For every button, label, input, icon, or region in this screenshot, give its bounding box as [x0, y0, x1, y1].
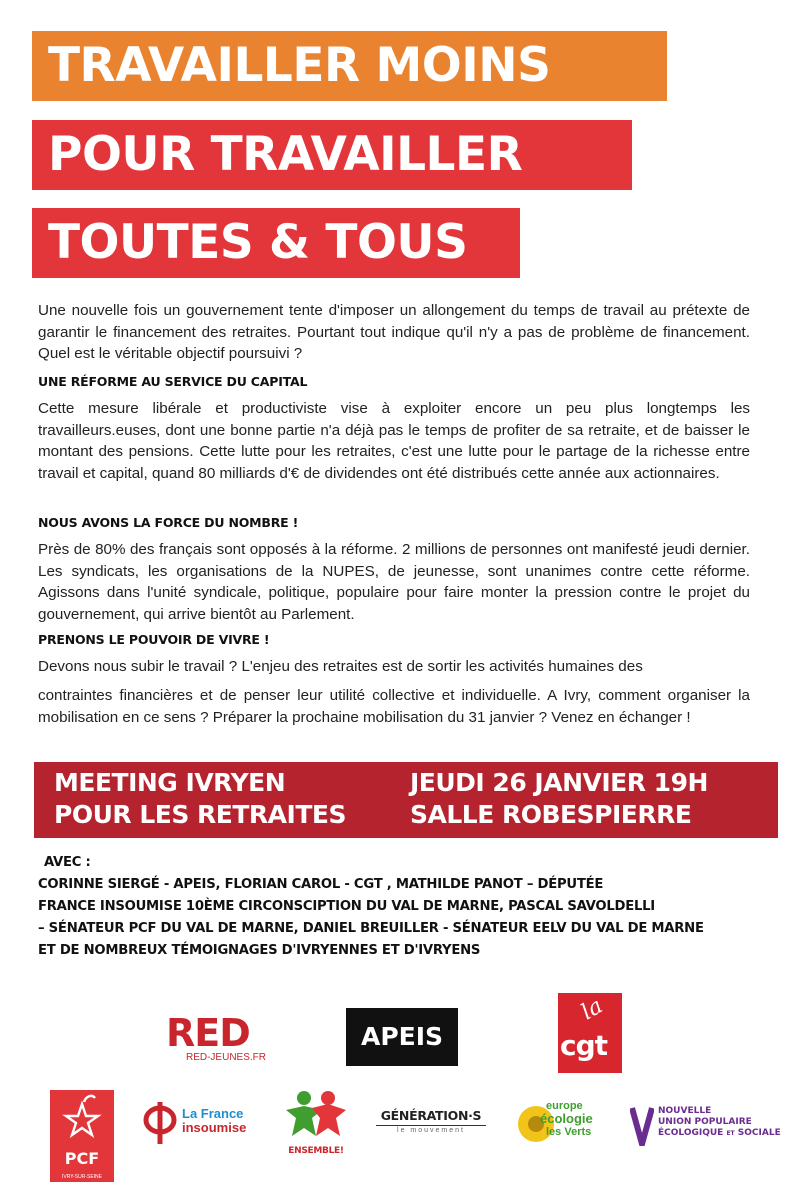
section-body-pouvoir: contraintes financières et de penser leur utilité collective et individuelle. A Ivry, comment organiser la mobilisation en ce sens ? Préparer la prochaine mobilisation du 31 janvier ? Venez en échanger ! [38, 687, 750, 726]
ensemble-logo-text: ENSEMBLE! [288, 1146, 344, 1156]
lfi-logo [140, 1098, 260, 1146]
nupes-logo [630, 1104, 780, 1148]
nupes-logo-sociale: SOCIALE [737, 1128, 781, 1138]
nupes-logo-line1: NOUVELLE [658, 1106, 712, 1116]
apeis-logo [346, 1008, 458, 1066]
pcf-logo-sub: IVRY-SUR-SEINE [61, 1174, 102, 1180]
section-body-pouvoir-line1: Devons nous subir le travail ? L'enjeu des retraites est de sortir les activités humaines des [38, 658, 643, 675]
section-body-force: Près de 80% des français sont opposés à la réforme. 2 millions de personnes ont manifesté jeudi dernier. Les syndicats, les organisations de la NUPES, de jeunesse, sont unanimes contre cette réforme. Agissons dans l'unité syndicale, politique, populaire pour faire monter la pression contre le projet du gouvernement, qui arrive bientôt au Parlement. [38, 541, 750, 623]
generations-logo [376, 1108, 486, 1142]
nupes-logo-line2: UNION POPULAIRE [658, 1117, 752, 1127]
nupes-v-icon [630, 1106, 654, 1146]
section-heading-force: NOUS AVONS LA FORCE DU NOMBRE ! [38, 515, 299, 530]
ensemble-logo [282, 1088, 350, 1156]
pcf-logo-text: PCF [64, 1149, 100, 1168]
title-line-1: TRAVAILLER MOINS [32, 31, 667, 101]
lfi-logo-line2: insoumise [182, 1120, 247, 1135]
title-line-2: POUR TRAVAILLER [32, 120, 632, 190]
ensemble-figures-icon [282, 1088, 350, 1142]
nupes-logo-line3 [658, 1128, 781, 1139]
nupes-logo-ecologique: ÉCOLOGIQUE [658, 1128, 724, 1138]
apeis-logo-text: APEIS [360, 1022, 444, 1051]
lfi-logo-line1: La France [182, 1106, 244, 1121]
title-line-3: TOUTES & TOUS [32, 208, 520, 278]
speakers-line-3: – SÉNATEUR PCF DU VAL DE MARNE, DANIEL BREUILLER - SÉNATEUR EELV DU VAL DE MARNE [38, 921, 704, 936]
section-heading-pouvoir: PRENONS LE POUVOIR DE VIVRE ! [38, 632, 270, 647]
meeting-date: JEUDI 26 JANVIER 19H [410, 768, 708, 797]
red-logo-url: RED-JEUNES.FR [185, 1052, 266, 1063]
speakers-line-1: CORINNE SIERGÉ - APEIS, FLORIAN CAROL - CGT , MATHILDE PANOT – DÉPUTÉE [38, 877, 604, 892]
meeting-venue: SALLE ROBESPIERRE [410, 800, 692, 829]
generations-logo-sub: le mouvement [376, 1125, 486, 1134]
section-body-capital: Cette mesure libérale et productiviste vise à exploiter encore un peu plus longtemps les travailleurs.euses, dont une bonne partie n'a déjà pas le temps de profiter de sa retraite, et de baisser le montant des pensions. Cette lutte pour les retraites, c'est une lutte pour le partage de la richesse entre travail et capital, quand 80 milliards d'€ de dividendes ont été distribués cette année aux actionnaires. [38, 400, 750, 482]
speakers-line-4: ET DE NOMBREUX TÉMOIGNAGES D'IVRYENNES ET D'IVRYENS [38, 943, 481, 958]
nupes-logo-et: ET [726, 1130, 735, 1137]
speakers-label: AVEC : [44, 855, 91, 870]
pcf-logo [50, 1090, 114, 1182]
cgt-logo-text: cgt [560, 1029, 608, 1062]
cgt-logo [558, 993, 622, 1073]
phi-icon [140, 1098, 180, 1146]
eelv-logo-line1: europe [546, 1100, 583, 1112]
intro-paragraph: Une nouvelle fois un gouvernement tente d'imposer un allongement du temps de travail au prétexte de garantir le financement des retraites. Pourtant tout indique qu'il n'y a pas de problème de financement. Quel est le véritable objectif poursuivi ? [38, 302, 750, 362]
eelv-logo-line2: écologie [540, 1111, 593, 1126]
red-jeunes-logo [166, 1011, 270, 1066]
cgt-logo-la: la [577, 993, 608, 1026]
eelv-logo [512, 1098, 612, 1150]
meeting-title: MEETING IVRYEN [54, 768, 286, 797]
pcf-star-icon [50, 1090, 114, 1146]
speakers-line-2: FRANCE INSOUMISE 10ÈME CIRCONSCIPTION DU VAL DE MARNE, PASCAL SAVOLDELLI [38, 899, 655, 914]
section-heading-capital: UNE RÉFORME AU SERVICE DU CAPITAL [38, 374, 308, 389]
meeting-banner [34, 762, 778, 838]
red-logo-text: RED [166, 1011, 250, 1055]
generations-logo-text: GÉNÉRATION·S [380, 1108, 482, 1123]
eelv-logo-line3: les Verts [546, 1126, 592, 1138]
meeting-subtitle: POUR LES RETRAITES [54, 800, 346, 829]
